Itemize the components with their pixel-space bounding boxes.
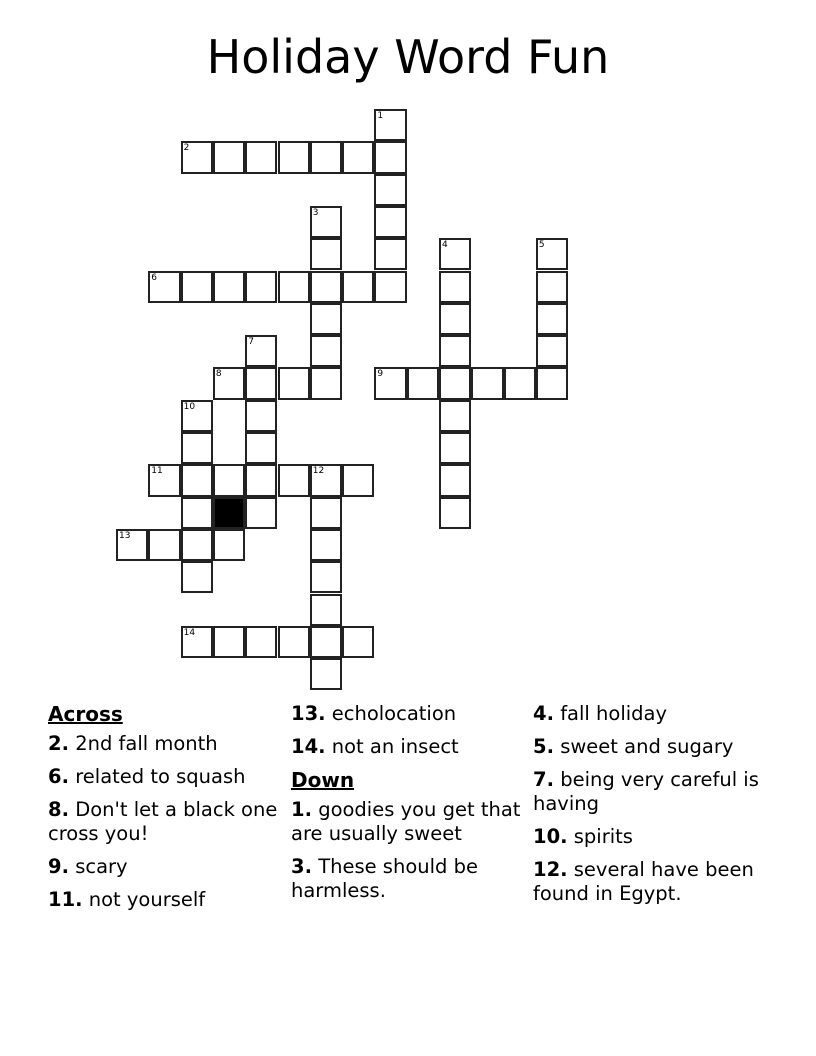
clue-column-1 <box>48 702 284 921</box>
grid-cell[interactable] <box>213 141 245 173</box>
grid-cell[interactable] <box>374 174 406 206</box>
clue-across-2: 2. 2nd fall month <box>48 732 218 755</box>
grid-cell[interactable] <box>536 367 568 399</box>
grid-cell[interactable] <box>407 367 439 399</box>
clue-across-8: 8. Don't let a black one cross you! <box>48 798 278 845</box>
grid-cell[interactable] <box>310 561 342 593</box>
grid-cell[interactable] <box>213 271 245 303</box>
puzzle-title: Holiday Word Fun <box>206 30 610 84</box>
grid-cell[interactable] <box>536 238 568 270</box>
clue-number: 8 <box>215 369 222 380</box>
clue-number: 6 <box>151 272 158 283</box>
grid-cell[interactable] <box>310 529 342 561</box>
grid-cell[interactable] <box>278 367 310 399</box>
clue-down-3: 3. These should be harmless. <box>291 855 478 902</box>
grid-cell[interactable] <box>148 529 180 561</box>
clue-across-9: 9. scary <box>48 855 128 878</box>
grid-cell[interactable] <box>536 271 568 303</box>
clue-down-4: 4. fall holiday <box>533 702 668 725</box>
clue-down-7: 7. being very careful is having <box>533 768 759 815</box>
across-heading: Across <box>48 702 123 726</box>
clue-number: 5 <box>538 240 545 251</box>
grid-cell[interactable] <box>245 432 277 464</box>
grid-cell[interactable] <box>181 141 213 173</box>
grid-cell[interactable] <box>374 141 406 173</box>
grid-cell[interactable] <box>213 626 245 658</box>
grid-cell[interactable] <box>310 367 342 399</box>
down-heading: Down <box>291 768 355 792</box>
grid-cell[interactable] <box>213 464 245 496</box>
grid-cell[interactable] <box>374 238 406 270</box>
grid-cell[interactable] <box>439 400 471 432</box>
grid-cell[interactable] <box>181 464 213 496</box>
clue-number: 7 <box>248 337 254 348</box>
clue-number: 4 <box>442 240 448 251</box>
grid-cell[interactable] <box>310 335 342 367</box>
grid-cell[interactable] <box>278 141 310 173</box>
grid-cell[interactable] <box>245 626 277 658</box>
clue-down-10: 10. spirits <box>533 825 633 848</box>
grid-cell[interactable] <box>374 109 406 141</box>
grid-cell[interactable] <box>278 464 310 496</box>
grid-cell[interactable] <box>181 529 213 561</box>
clue-number: 11 <box>151 466 163 477</box>
grid-cell[interactable] <box>374 206 406 238</box>
grid-cell[interactable] <box>439 367 471 399</box>
grid-cell[interactable] <box>148 271 180 303</box>
grid-cell[interactable] <box>310 303 342 335</box>
clue-down-1: 1. goodies you get that are usually sweet <box>291 798 521 845</box>
clue-column-3 <box>533 702 769 915</box>
grid-cell[interactable] <box>310 141 342 173</box>
clue-down-5: 5. sweet and sugary <box>533 735 734 758</box>
grid-cell[interactable] <box>310 658 342 690</box>
grid-cell[interactable] <box>310 271 342 303</box>
grid-cell[interactable] <box>471 367 503 399</box>
grid-cell[interactable] <box>342 464 374 496</box>
grid-cell[interactable] <box>310 206 342 238</box>
clue-number: 3 <box>312 207 319 218</box>
clue-across-13: 13. echolocation <box>291 702 457 725</box>
grid-cell[interactable] <box>504 367 536 399</box>
grid-cell[interactable] <box>342 271 374 303</box>
grid-cell[interactable] <box>342 141 374 173</box>
grid-cell[interactable] <box>342 626 374 658</box>
clue-number: 1 <box>377 111 384 121</box>
clue-number: 12 <box>312 466 325 477</box>
grid-cell[interactable] <box>439 303 471 335</box>
grid-cell[interactable] <box>245 497 277 529</box>
grid-cell[interactable] <box>374 271 406 303</box>
clue-across-6: 6. related to squash <box>48 765 246 788</box>
grid-cell[interactable] <box>181 432 213 464</box>
clue-across-11: 11. not yourself <box>48 888 206 911</box>
grid-cell[interactable] <box>181 626 213 658</box>
clue-across-14: 14. not an insect <box>291 735 459 758</box>
grid-cell[interactable] <box>310 464 342 496</box>
grid-cell[interactable] <box>439 497 471 529</box>
clue-number: 14 <box>183 627 196 638</box>
grid-cell[interactable] <box>245 400 277 432</box>
grid-cell[interactable] <box>181 400 213 432</box>
grid-cell[interactable] <box>148 464 180 496</box>
grid-cell[interactable] <box>536 303 568 335</box>
grid-cell[interactable] <box>181 561 213 593</box>
grid-cell[interactable] <box>278 271 310 303</box>
grid-cell[interactable] <box>374 367 406 399</box>
grid-cell[interactable] <box>213 529 245 561</box>
grid-cell[interactable] <box>310 626 342 658</box>
grid-cell[interactable] <box>439 464 471 496</box>
grid-cell[interactable] <box>310 594 342 626</box>
grid-cell[interactable] <box>439 271 471 303</box>
grid-cell[interactable] <box>181 271 213 303</box>
grid-cell[interactable] <box>245 141 277 173</box>
grid-cell[interactable] <box>245 464 277 496</box>
grid-cell[interactable] <box>116 529 148 561</box>
grid-cell[interactable] <box>439 335 471 367</box>
grid-cell[interactable] <box>181 497 213 529</box>
clue-number: 2 <box>183 143 190 154</box>
grid-cell[interactable] <box>213 367 245 399</box>
clue-number: 10 <box>183 401 196 412</box>
clue-number: 13 <box>119 530 131 541</box>
clue-number: 9 <box>377 369 384 380</box>
grid-cell[interactable] <box>439 238 471 270</box>
grid-cell[interactable] <box>245 367 277 399</box>
black-cell <box>213 497 245 529</box>
grid-cell[interactable] <box>245 335 277 367</box>
grid-cell[interactable] <box>245 271 277 303</box>
grid-cell[interactable] <box>310 497 342 529</box>
grid-cell[interactable] <box>439 432 471 464</box>
grid-cell[interactable] <box>278 626 310 658</box>
clue-down-12: 12. several have been found in Egypt. <box>533 858 754 905</box>
grid-cell[interactable] <box>536 335 568 367</box>
clue-column-2 <box>291 702 527 912</box>
grid-cell[interactable] <box>310 238 342 270</box>
